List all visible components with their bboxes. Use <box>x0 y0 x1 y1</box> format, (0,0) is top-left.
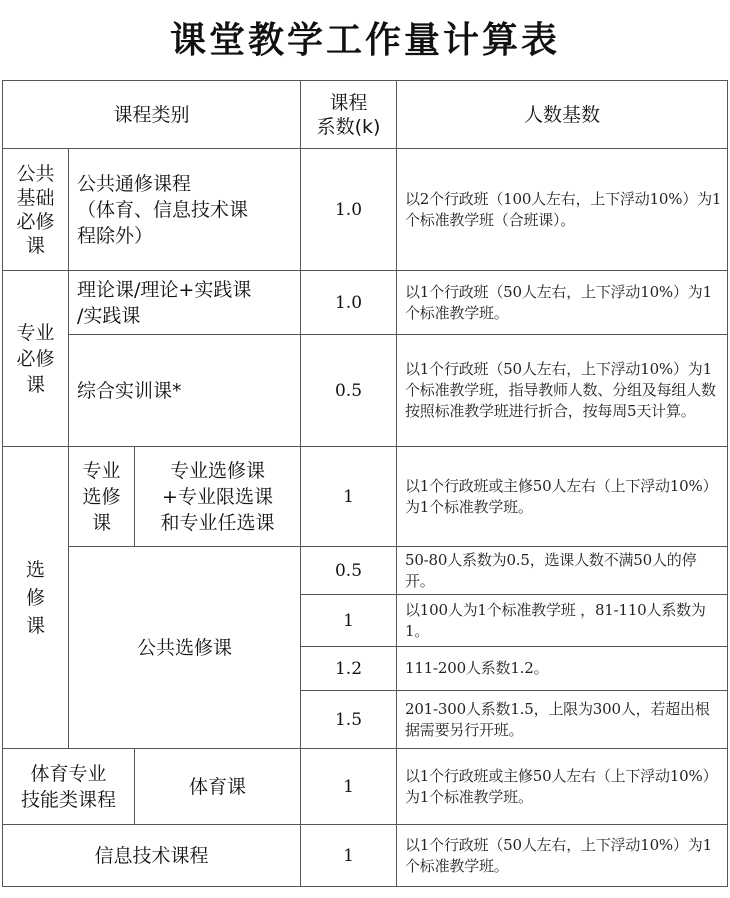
k-value: 0.5 <box>301 547 397 595</box>
table-row <box>3 149 728 271</box>
basis-text: 以1个行政班或主修50人左右（上下浮动10%）为1个标准教学班。 <box>397 447 728 547</box>
table-row <box>3 825 728 887</box>
k-value: 1.2 <box>301 647 397 691</box>
subgroup-major-elective: 专业 选修 课 <box>69 447 135 547</box>
course-it: 信息技术课程 <box>3 825 301 887</box>
k-value: 1 <box>301 447 397 547</box>
table-row <box>3 271 728 335</box>
course-major-elective: 专业选修课 +专业限选课 和专业任选课 <box>135 447 301 547</box>
group-major-required: 专业 必修 课 <box>3 271 69 447</box>
header-basis: 人数基数 <box>397 81 728 149</box>
k-value: 1.5 <box>301 691 397 749</box>
basis-text: 以1个行政班（50人左右，上下浮动10%）为1个标准教学班，指导教师人数、分组及每组人数按照标准教学班进行折合，按每周5天计算。 <box>397 335 728 447</box>
table-row <box>3 547 728 595</box>
group-pe-skills: 体育专业 技能类课程 <box>3 749 135 825</box>
table-row <box>3 335 728 447</box>
course-theory-practice: 理论课/理论+实践课 /实践课 <box>69 271 301 335</box>
basis-text: 50-80人系数为0.5，选课人数不满50人的停开。 <box>397 547 728 595</box>
k-value: 0.5 <box>301 335 397 447</box>
k-value: 1.0 <box>301 149 397 271</box>
basis-text: 以1个行政班或主修50人左右（上下浮动10%）为1个标准教学班。 <box>397 749 728 825</box>
page-title: 课堂教学工作量计算表 <box>169 19 560 61</box>
basis-text: 111-200人系数1.2。 <box>397 647 728 691</box>
header-row <box>3 81 728 149</box>
basis-text: 201-300人系数1.5，上限为300人，若超出根据需要另行开班。 <box>397 691 728 749</box>
group-elective: 选 修 课 <box>3 447 69 749</box>
group-public-basic: 公共 基础 必修 课 <box>3 149 69 271</box>
basis-text: 以1个行政班（50人左右，上下浮动10%）为1个标准教学班。 <box>397 825 728 887</box>
k-value: 1 <box>301 749 397 825</box>
header-category: 课程类别 <box>3 81 301 149</box>
workload-table <box>2 80 728 887</box>
k-value: 1 <box>301 825 397 887</box>
table-row <box>3 749 728 825</box>
basis-text: 以2个行政班（100人左右，上下浮动10%）为1个标准教学班（合班课）。 <box>397 149 728 271</box>
table-row <box>3 447 728 547</box>
course-public-elective: 公共选修课 <box>69 547 301 749</box>
k-value: 1 <box>301 595 397 647</box>
basis-text: 以1个行政班（50人左右，上下浮动10%）为1个标准教学班。 <box>397 271 728 335</box>
k-value: 1.0 <box>301 271 397 335</box>
course-pe: 体育课 <box>135 749 301 825</box>
header-k: 课程 系数(k) <box>301 81 397 149</box>
basis-text: 以100人为1个标准教学班 ，81-110人系数为1。 <box>397 595 728 647</box>
course-comprehensive-training: 综合实训课* <box>69 335 301 447</box>
course-public-general: 公共通修课程 （体育、信息技术课 程除外） <box>69 149 301 271</box>
